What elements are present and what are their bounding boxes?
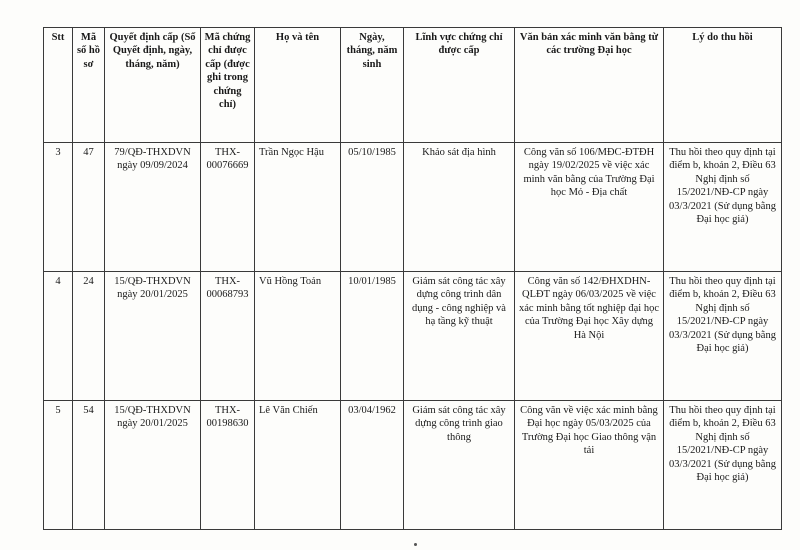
header-van-ban: Văn bản xác minh văn bằng từ các trường Đại học <box>515 28 664 143</box>
cell-ly-do: Thu hồi theo quy định tại điểm b, khoản 2, Điều 63 Nghị định số 15/2021/NĐ-CP ngày 03/3/2021 (Sử dụng bằng Đại học giả) <box>664 143 782 272</box>
cell-ma-chung-chi: THX-00076669 <box>201 143 255 272</box>
header-ma-chung-chi: Mã chứng chỉ được cấp (được ghi trong chứng chỉ) <box>201 28 255 143</box>
table-header-row <box>44 28 782 143</box>
table-row <box>44 401 782 530</box>
cell-stt: 4 <box>44 272 73 401</box>
cell-ma-chung-chi: THX-00198630 <box>201 401 255 530</box>
header-ma-so: Mã số hồ sơ <box>73 28 105 143</box>
header-linh-vuc: Lĩnh vực chứng chỉ được cấp <box>404 28 515 143</box>
cell-ly-do: Thu hồi theo quy định tại điểm b, khoản 2, Điều 63 Nghị định số 15/2021/NĐ-CP ngày 03/3/2021 (Sử dụng bằng Đại học giả) <box>664 272 782 401</box>
cell-ngay-sinh: 03/04/1962 <box>341 401 404 530</box>
header-stt: Stt <box>44 28 73 143</box>
table-row <box>44 272 782 401</box>
cell-quyet-dinh: 79/QĐ-THXDVN ngày 09/09/2024 <box>105 143 201 272</box>
page-mark <box>414 543 417 546</box>
cell-ma-so: 47 <box>73 143 105 272</box>
cell-quyet-dinh: 15/QĐ-THXDVN ngày 20/01/2025 <box>105 401 201 530</box>
cell-ho-ten: Vũ Hồng Toản <box>255 272 341 401</box>
cell-ma-chung-chi: THX-00068793 <box>201 272 255 401</box>
cell-ma-so: 54 <box>73 401 105 530</box>
header-ho-ten: Họ và tên <box>255 28 341 143</box>
cell-stt: 5 <box>44 401 73 530</box>
cell-ngay-sinh: 10/01/1985 <box>341 272 404 401</box>
cell-quyet-dinh: 15/QĐ-THXDVN ngày 20/01/2025 <box>105 272 201 401</box>
cell-ho-ten: Trần Ngọc Hậu <box>255 143 341 272</box>
header-ly-do: Lý do thu hồi <box>664 28 782 143</box>
table-row <box>44 143 782 272</box>
cell-ho-ten: Lê Văn Chiến <box>255 401 341 530</box>
cell-linh-vuc: Khảo sát địa hình <box>404 143 515 272</box>
cell-van-ban: Công văn số 142/ĐHXDHN-QLĐT ngày 06/03/2025 về việc xác minh bằng tốt nghiệp đại học của Trường Đại học Xây dựng Hà Nội <box>515 272 664 401</box>
cell-ly-do: Thu hồi theo quy định tại điểm b, khoản 2, Điều 63 Nghị định số 15/2021/NĐ-CP ngày 03/3/2021 (Sử dụng bằng Đại học giả) <box>664 401 782 530</box>
revocation-table <box>43 27 782 530</box>
cell-ngay-sinh: 05/10/1985 <box>341 143 404 272</box>
header-quyet-dinh: Quyết định cấp (Số Quyết định, ngày, tháng, năm) <box>105 28 201 143</box>
header-ngay-sinh: Ngày, tháng, năm sinh <box>341 28 404 143</box>
cell-ma-so: 24 <box>73 272 105 401</box>
cell-stt: 3 <box>44 143 73 272</box>
cell-van-ban: Công văn về việc xác minh bằng Đại học ngày 05/03/2025 của Trường Đại học Giao thông vận tải <box>515 401 664 530</box>
cell-linh-vuc: Giám sát công tác xây dựng công trình dân dụng - công nghiệp và hạ tầng kỹ thuật <box>404 272 515 401</box>
cell-linh-vuc: Giám sát công tác xây dựng công trình giao thông <box>404 401 515 530</box>
cell-van-ban: Công văn số 106/MĐC-ĐTĐH ngày 19/02/2025 về việc xác minh văn bằng của Trường Đại học Mỏ - Địa chất <box>515 143 664 272</box>
